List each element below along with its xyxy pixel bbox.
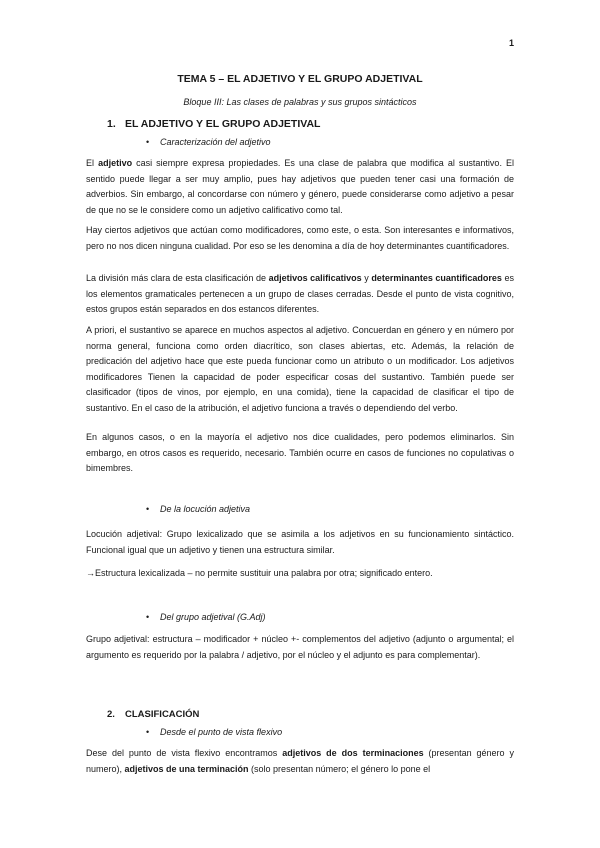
p3-bold-calificativos: adjetivos calificativos <box>268 273 362 283</box>
p3-text-c: y <box>361 273 372 283</box>
bullet-flexivo-label: Desde el punto de vista flexivo <box>160 727 283 737</box>
page-number: 1 <box>508 38 514 48</box>
section-2-heading <box>107 709 199 720</box>
paragraph-1 <box>86 156 514 218</box>
section-1-number: 1. <box>107 118 116 130</box>
paragraph-4: A priori, el sustantivo se aparece en muchos aspectos al adjetivo. Concuerdan en género y en número por norma general, funciona como orden diacrítico, son clases abiertas, etc. Además, la relación de predicación del adjetivo hace que este pueda funcionar como un atributo o un modificador. Los adjetivos modificadores Tienen la capacidad de poder especificar cosas del sustantivo. También puede ser clasificador (tipos de vinos, por ejemplo, en una comida), tiene la capacidad de clasificar el tipo de sustantivo. En el caso de la atribución, el adjetivo funciona a través o dependiendo del verbo. <box>86 325 514 413</box>
p3-text-e: es los elementos gramaticales pertenecen a un grupo de clases cerradas. Desde el punto de vista cognitivo, estos grupos están separados en dos estancos diferentes. <box>86 273 514 315</box>
p9-text-a: Dese del punto de vista flexivo encontramos <box>86 748 283 758</box>
paragraph-2: Hay ciertos adjetivos que actúan como modificadores, como este, o esta. Son interesantes e informativos, pero no nos dicen ninguna cualidad. Por eso se les denomina a día de hoy determinantes cuantificadores. <box>86 225 514 251</box>
paragraph-3 <box>86 271 514 318</box>
p9-bold-dos-terminaciones: adjetivos de dos terminaciones <box>282 748 424 758</box>
section-2-number: 2. <box>107 709 115 720</box>
p1-bold-adjetivo: adjetivo <box>98 158 133 168</box>
bullet-locucion-label: De la locución adjetiva <box>160 504 251 514</box>
p1-text-c: casi siempre expresa propiedades. Es una clase de palabra que modifica al sustantivo. El sentido puede llegar a ser muy amplio, pues hay adjetivos que pueden tener casi una formación de adverbios. Sin embargo, al concordarse con número y género, puede considerarse como adjetivo a pesar de que no se le considere como un adjetivo calificativo como tal. <box>86 158 514 215</box>
section-2-title: CLASIFICACIÓN <box>125 709 200 720</box>
bullet-grupo-label: Del grupo adjetival (G.Adj) <box>160 612 266 622</box>
section-1-heading <box>107 118 320 130</box>
paragraph-7: →Estructura lexicalizada – no permite sustituir una palabra por otra; significado entero. <box>86 568 433 578</box>
bullet-dot-icon: • <box>146 727 150 737</box>
p1-text-a: El <box>86 158 99 168</box>
bullet-dot-icon: • <box>146 612 150 622</box>
bullet-dot-icon: • <box>146 504 150 514</box>
paragraph-6: Locución adjetival: Grupo lexicalizado que se asimila a los adjetivos en su funcionamiento sintáctico. Funcional igual que un adjetivo y tienen una estructura similar. <box>86 529 514 555</box>
bullet-caracterizacion-label: Caracterización del adjetivo <box>160 137 271 147</box>
p9-text-c: (presentan género y numero), <box>86 748 514 774</box>
p9-text-e: (solo presentan número; el género lo pone el <box>248 763 431 774</box>
p9-bold-una-terminacion: adjetivos de una terminación <box>124 763 249 774</box>
paragraph-5: En algunos casos, o en la mayoría el adjetivo nos dice cualidades, pero podemos eliminarlos. Sin embargo, en otros casos es requerido, necesario. También ocurre en casos de funciones no copulativas o bimembres. <box>86 432 514 474</box>
document-subtitle: Bloque III: Las clases de palabras y sus grupos sintácticos <box>183 97 417 107</box>
p3-text-a: La división más clara de esta clasificación de <box>86 273 269 283</box>
document-title: TEMA 5 – EL ADJETIVO Y EL GRUPO ADJETIVAL <box>177 73 423 85</box>
section-1-title: EL ADJETIVO Y EL GRUPO ADJETIVAL <box>125 118 321 130</box>
paragraph-8: Grupo adjetival: estructura – modificador + núcleo +- complementos del adjetivo (adjunto o argumental; el argumento es requerido por la palabra / adjetivo, por el núcleo y el adjunto es para complementar). <box>86 634 514 660</box>
bullet-dot-icon: • <box>146 137 150 147</box>
paragraph-9 <box>86 746 514 777</box>
p3-bold-cuantificadores: determinantes cuantificadores <box>371 273 502 283</box>
